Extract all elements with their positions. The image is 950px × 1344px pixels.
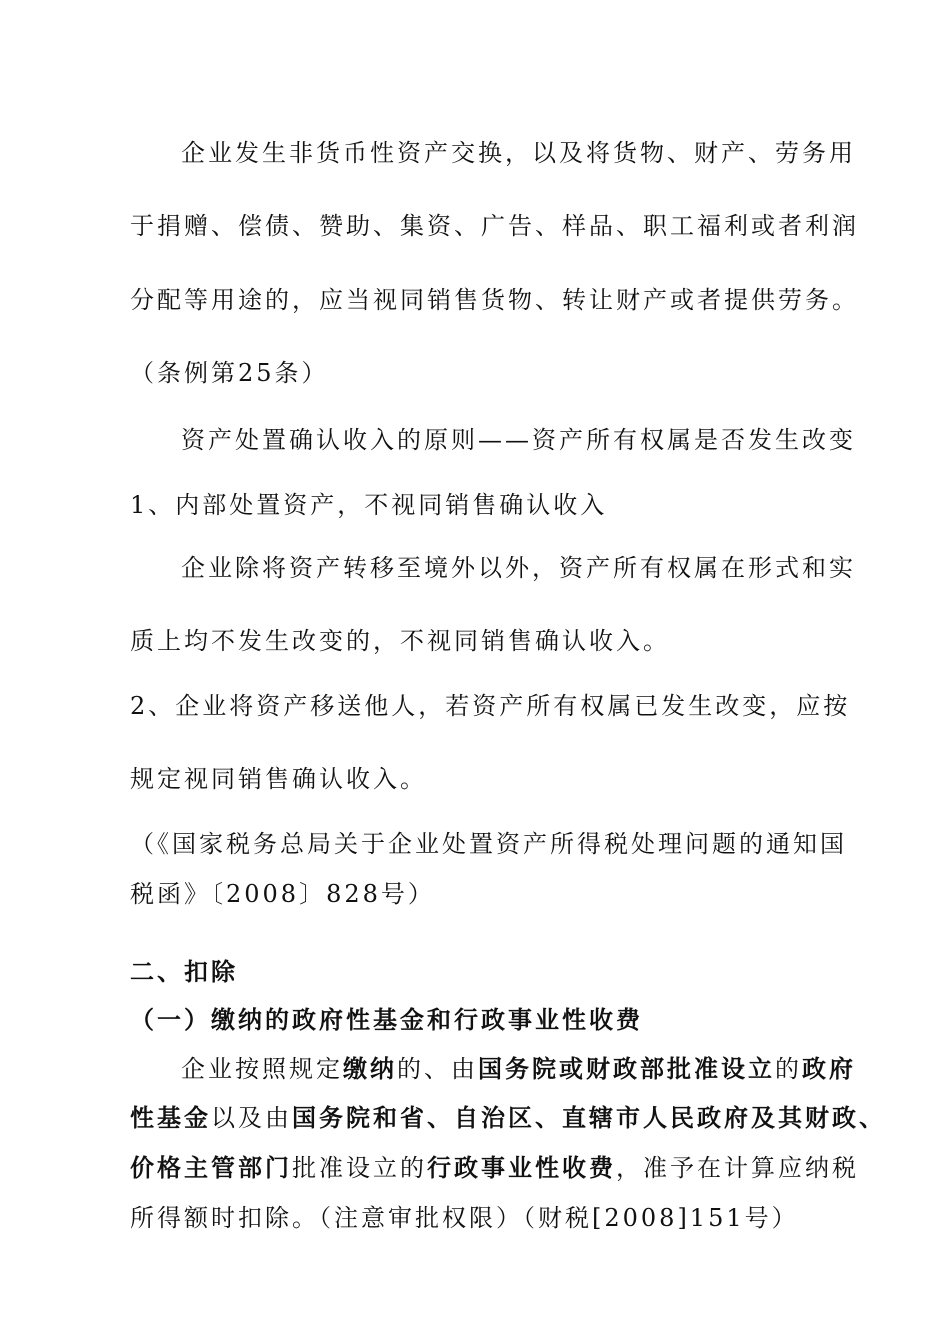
text-run: 批准设立的 [292,1154,427,1182]
list-item-2: 2、企业将资产移送他人，若资产所有权属已发生改变，应按 [130,692,851,720]
citation: 税函》〔2008〕828号） [130,880,435,908]
text-run: 的 [775,1055,802,1083]
principle-line: 资产处置确认收入的原则——资产所有权属是否发生改变 [181,426,856,454]
bold-text-run: 缴纳 [343,1054,397,1083]
text-run: 以及由 [211,1104,292,1132]
paragraph-line: 企业除将资产转移至境外以外，资产所有权属在形式和实 [181,554,856,582]
paragraph-line [130,1153,950,1183]
bold-text-run: 国务院或财政部批准设立 [478,1054,775,1083]
text-run: ，准予在计算应纳税 [616,1154,859,1182]
text-run: 企业按照规定 [181,1055,343,1083]
bold-text-run: 性基金 [130,1103,211,1132]
bold-text-run: 价格主管部门 [130,1153,292,1182]
bold-text-run: 国务院和省、自治区、直辖市人民政府及其财政、 [292,1103,886,1132]
section-heading: 二、扣除 [130,957,238,986]
paragraph-line: 质上均不发生改变的，不视同销售确认收入。 [130,627,670,655]
bold-text-run: 行政事业性收费 [427,1153,616,1182]
subsection-heading: （一）缴纳的政府性基金和行政事业性收费 [130,1005,643,1034]
citation: （条例第25条） [130,359,329,387]
paragraph-line [181,1054,950,1084]
paragraph-line: 规定视同销售确认收入。 [130,765,427,793]
paragraph-line: 于捐赠、偿债、赞助、集资、广告、样品、职工福利或者利润 [130,212,859,240]
citation: （《国家税务总局关于企业处置资产所得税处理问题的通知国 [130,830,847,858]
paragraph-line: 企业发生非货币性资产交换，以及将货物、财产、劳务用 [181,139,856,167]
bold-text-run: 政府 [802,1054,856,1083]
paragraph-line [130,1103,950,1133]
paragraph-line: 分配等用途的，应当视同销售货物、转让财产或者提供劳务。 [130,286,859,314]
list-item-1: 1、内部处置资产，不视同销售确认收入 [130,491,608,519]
text-run: 的、由 [397,1055,478,1083]
paragraph-line: 所得额时扣除。（注意审批权限）（财税[2008]151号） [130,1204,799,1232]
